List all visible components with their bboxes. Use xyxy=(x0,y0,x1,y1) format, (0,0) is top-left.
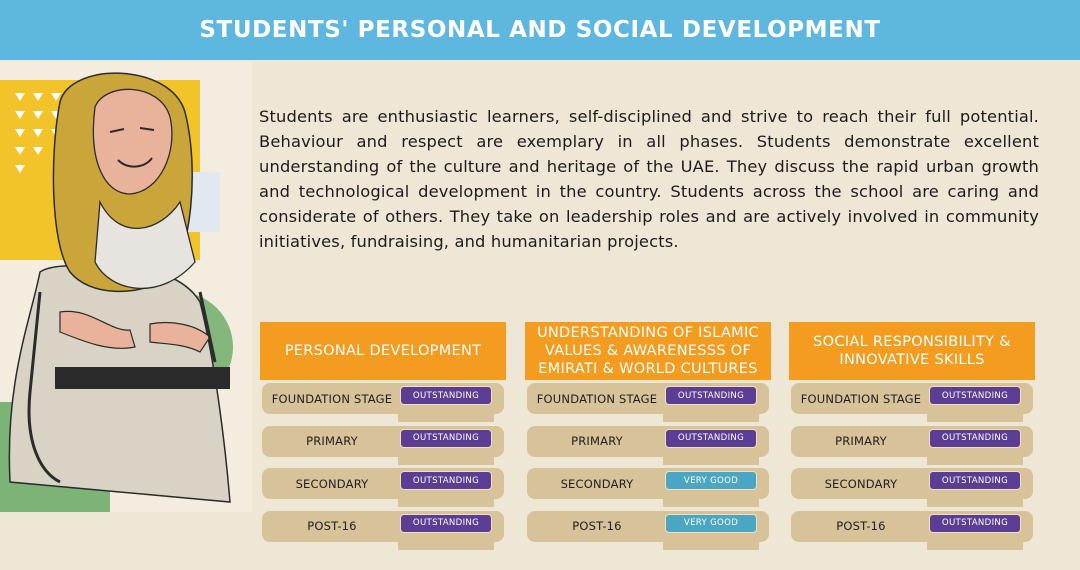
page-title: STUDENTS' PERSONAL AND SOCIAL DEVELOPMENT xyxy=(199,17,881,43)
panel-title: PERSONAL DEVELOPMENT xyxy=(260,322,506,380)
rating-badge: OUTSTANDING xyxy=(929,429,1021,448)
stage-label: PRIMARY xyxy=(571,434,623,448)
row-underlay xyxy=(927,414,1023,422)
rating-row xyxy=(789,423,1035,466)
panel-islamic-values xyxy=(525,322,771,550)
row-underlay xyxy=(927,499,1023,507)
stage-label: SECONDARY xyxy=(295,476,369,491)
rating-badge: OUTSTANDING xyxy=(400,471,492,490)
rating-row xyxy=(525,508,771,551)
rating-badge: VERY GOOD xyxy=(665,514,757,533)
panel-title: SOCIAL RESPONSIBILITY & INNOVATIVE SKILLS xyxy=(789,322,1035,380)
row-underlay xyxy=(663,542,759,550)
rating-row xyxy=(260,508,506,551)
stage-label: PRIMARY xyxy=(306,434,358,448)
row-underlay xyxy=(398,414,494,422)
stage-label: POST-16 xyxy=(836,519,886,533)
rating-badge: OUTSTANDING xyxy=(929,471,1021,490)
rating-badge: OUTSTANDING xyxy=(929,514,1021,533)
stage-label: SECONDARY xyxy=(560,476,634,491)
row-underlay xyxy=(927,457,1023,465)
row-underlay xyxy=(663,414,759,422)
stage-label: FOUNDATION STAGE xyxy=(800,391,922,406)
rating-row xyxy=(789,380,1035,423)
rating-row xyxy=(525,423,771,466)
panel-personal-development xyxy=(260,322,506,550)
rating-badge: OUTSTANDING xyxy=(665,429,757,448)
rating-row xyxy=(260,465,506,508)
rating-row xyxy=(260,380,506,423)
rating-badge: OUTSTANDING xyxy=(400,514,492,533)
stage-label: SECONDARY xyxy=(824,476,898,491)
stage-label: FOUNDATION STAGE xyxy=(536,391,658,406)
row-underlay xyxy=(398,457,494,465)
rating-badge: OUTSTANDING xyxy=(929,386,1021,405)
stage-label: PRIMARY xyxy=(835,434,887,448)
row-underlay xyxy=(663,457,759,465)
student-illustration xyxy=(0,62,252,512)
rating-badge: OUTSTANDING xyxy=(400,429,492,448)
panel-title: UNDERSTANDING OF ISLAMIC VALUES & AWARENESSS OF EMIRATI & WORLD CULTURES xyxy=(525,322,771,380)
rating-badge: VERY GOOD xyxy=(665,471,757,490)
stage-label: POST-16 xyxy=(307,519,357,533)
rating-row xyxy=(525,380,771,423)
row-underlay xyxy=(398,542,494,550)
row-underlay xyxy=(663,499,759,507)
row-underlay xyxy=(927,542,1023,550)
page-header xyxy=(0,0,1080,60)
stage-label: FOUNDATION STAGE xyxy=(271,391,393,406)
stage-label: POST-16 xyxy=(572,519,622,533)
rating-row xyxy=(260,423,506,466)
rating-row xyxy=(789,508,1035,551)
rating-row xyxy=(525,465,771,508)
panel-social-responsibility xyxy=(789,322,1035,550)
row-underlay xyxy=(398,499,494,507)
rating-badge: OUTSTANDING xyxy=(665,386,757,405)
rating-badge: OUTSTANDING xyxy=(400,386,492,405)
rating-row xyxy=(789,465,1035,508)
intro-paragraph: Students are enthusiastic learners, self-disciplined and strive to reach their full potential. Behaviour and respect are exemplary in all phases. Students demonstrate excellent understanding of the culture and heritage of the UAE. They discuss the rapid urban growth and technological development in the country. Students across the school are caring and considerate of others. They take on leadership roles and are actively involved in community initiatives, fundraising, and humanitarian projects. xyxy=(259,107,1039,251)
